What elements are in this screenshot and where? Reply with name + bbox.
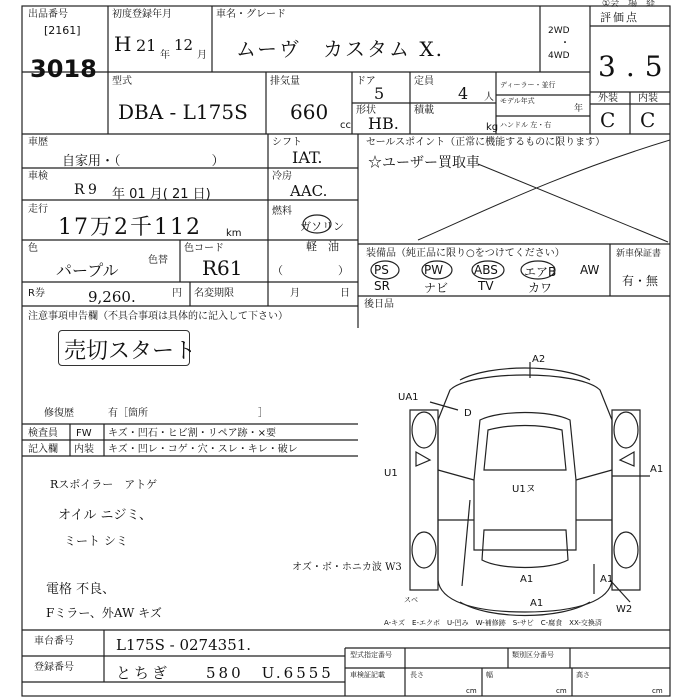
fw-label: FW — [76, 428, 92, 439]
month-unit: 月 — [197, 50, 207, 61]
dealer-label: ディーラー・並行 — [500, 81, 556, 89]
lot-code: [2161] — [44, 24, 81, 37]
equip-sr: SR — [374, 279, 390, 293]
lot-label: 出品番号 — [28, 9, 68, 20]
door-label: ドア — [356, 76, 376, 87]
top-right-note: ①会 場 経 — [602, 0, 656, 9]
km-unit: km — [226, 228, 242, 239]
comment-2: オイル ニジミ、 — [58, 508, 152, 523]
height-label: 高さ — [576, 671, 590, 679]
equip-aw: AW — [580, 263, 600, 277]
cm-3: cm — [652, 687, 663, 695]
in-label: 内装 — [74, 444, 94, 455]
displacement-value: 660 — [290, 100, 329, 124]
color-value: パープル — [56, 261, 119, 280]
cc-unit: cc — [340, 120, 351, 131]
car-diagram — [380, 350, 670, 630]
cm-2: cm — [556, 687, 567, 695]
recycle-label: R券 — [28, 288, 45, 299]
notes-label: 注意事項申告欄（不具合事項は具体的に記入して下さい） — [28, 311, 288, 322]
inspection-era: R — [74, 182, 85, 198]
length-label: 長さ — [410, 671, 424, 679]
score-label: 評価点 — [600, 11, 639, 24]
equip-leather: カワ — [528, 281, 553, 295]
diagram-legend: A-キズ E-エクボ U-凹み W-補修跡 S-サビ C-腐食 XX-交換済 — [384, 619, 602, 627]
width-label: 幅 — [486, 671, 493, 679]
class-label: 類別区分番号 — [512, 651, 554, 659]
mark-u1-center: U1ヌ — [512, 484, 536, 495]
comment-5: Fミラー、外AW キズ — [46, 606, 162, 620]
car-name: ムーヴ カスタム X. — [236, 37, 444, 61]
equip-ps: PS — [374, 263, 389, 277]
repair-value: 有［箇所 ］ — [108, 408, 268, 419]
interior-label: 内装 — [638, 93, 658, 104]
title-label: 名変期限 — [194, 288, 234, 299]
model-year-unit: 年 — [574, 104, 584, 114]
color-code-value: R61 — [202, 256, 243, 280]
door-value: 5 — [374, 84, 385, 103]
drive-dot: ・ — [560, 38, 570, 49]
handle-label: ハンドル 左・右 — [500, 121, 552, 129]
exterior-grade: C — [600, 108, 616, 132]
equipment-label: 装備品（純正品に限り○をつけてください） — [366, 248, 565, 259]
fuel-gas: ガソリン — [300, 220, 344, 233]
shift-label: シフト — [272, 137, 302, 148]
mileage-value: 17万2千112 — [58, 215, 202, 240]
inspection-date: 年 01 月( 21 日) — [112, 187, 211, 202]
inspector-label-1: 検査員 — [28, 428, 58, 439]
inspection-label: 車検 — [28, 171, 48, 182]
sales-point-crossout — [358, 134, 670, 244]
chassis-value: L175S - 0274351. — [116, 636, 252, 654]
plate-value: とちぎ 580 U.6555 — [116, 664, 334, 682]
ac-label: 冷房 — [272, 171, 292, 182]
equip-abs: ABS — [474, 263, 498, 277]
in-items: キズ・凹レ・コゲ・穴・スレ・キレ・破レ — [108, 444, 298, 455]
comment-4: 電格 不良、 — [46, 582, 116, 597]
cm-1: cm — [466, 687, 477, 695]
yen-unit: 円 — [172, 288, 182, 299]
stamp-text: 売切スタート — [64, 339, 197, 364]
drive-2wd: 2WD — [548, 26, 570, 36]
comment-1: Rスポイラー アトゲ — [50, 478, 158, 491]
equip-airbag: エアB — [524, 265, 557, 279]
warranty-label: 新車保証書 — [616, 249, 662, 259]
capacity-label: 定員 — [414, 76, 434, 87]
displacement-label: 排気量 — [270, 76, 300, 87]
model-label: 型式 — [112, 76, 132, 87]
title-month: 月 — [290, 288, 300, 299]
year-unit: 年 — [160, 50, 170, 61]
capacity-unit: 人 — [484, 92, 494, 103]
mark-a1-bumper: A1 — [530, 598, 544, 609]
color-change-label: 色替 — [148, 255, 168, 266]
repair-label: 修復歴 — [44, 408, 74, 419]
sales-point-label: セールスポイント（正常に機能するものに限ります） — [366, 137, 606, 148]
title-day: 日 — [340, 288, 350, 299]
interior-grade: C — [640, 108, 656, 132]
comment-3: ミート シミ — [64, 534, 128, 548]
score-value: 3.5 — [598, 50, 673, 83]
install-label: 後日品 — [364, 299, 394, 310]
history-label: 車歴 — [28, 137, 48, 148]
car-cert-label: 車検証記載 — [350, 671, 385, 679]
color-code-label: 色コード — [184, 243, 224, 254]
name-label: 車名・グレード — [216, 9, 286, 20]
fuel-paren: （ ） — [272, 264, 349, 277]
first-reg-year: 21 — [136, 36, 157, 55]
recycle-amount: 9,260. — [88, 288, 136, 306]
first-reg-era: H — [114, 32, 132, 56]
history-value: 自家用・（ ） — [62, 154, 225, 169]
fw-items: キズ・凹石・ヒビ割・リペア跡・×要 — [108, 428, 276, 439]
type-spec-label: 型式指定番号 — [350, 651, 392, 659]
mark-a2: A2 — [532, 354, 546, 365]
drive-4wd: 4WD — [548, 51, 570, 61]
fuel-diesel: 軽 油 — [306, 240, 339, 253]
color-label: 色 — [28, 243, 38, 254]
mark-u1-left: U1 — [384, 468, 398, 479]
load-label: 積載 — [414, 105, 434, 116]
kg-unit: kg — [486, 122, 499, 133]
exterior-label: 外装 — [598, 93, 618, 104]
sales-point-value: ☆ユーザー買取車 — [368, 155, 480, 171]
lot-number: 3018 — [30, 55, 97, 83]
fuel-label: 燃料 — [272, 206, 292, 217]
chassis-label: 車台番号 — [34, 636, 74, 647]
warranty-value: 有・無 — [622, 274, 659, 288]
first-reg-label: 初度登録年月 — [112, 9, 172, 20]
inspector-label-2: 記入欄 — [28, 444, 58, 455]
plate-label: 登録番号 — [34, 662, 74, 673]
capacity-value: 4 — [458, 84, 469, 103]
shift-value: IAT. — [292, 148, 323, 167]
model-value: DBA - L175S — [118, 100, 248, 124]
equip-pw: PW — [424, 263, 444, 277]
inspection-year: 9 — [88, 182, 97, 198]
ac-value: AAC. — [290, 182, 328, 200]
mileage-label: 走行 — [28, 204, 48, 215]
shape-value: HB. — [368, 114, 399, 133]
mark-w2: W2 — [616, 604, 633, 615]
equip-navi: ナビ — [424, 281, 449, 295]
comment-6: オズ・ボ・ホニカ波 W3 — [292, 562, 402, 573]
model-year-label: モデル年式 — [500, 97, 535, 105]
equip-tv: TV — [478, 279, 494, 293]
mark-ua1: UA1 — [398, 392, 419, 403]
front-note: スベ — [404, 596, 418, 604]
mark-d: D — [464, 408, 472, 419]
mark-a1-front: A1 — [520, 574, 534, 585]
first-reg-month: 12 — [174, 36, 194, 54]
mark-a1-corner: A1 — [600, 574, 614, 585]
mark-a1-right: A1 — [650, 464, 664, 475]
shape-label: 形状 — [356, 105, 376, 116]
fuel-circle — [300, 213, 334, 235]
